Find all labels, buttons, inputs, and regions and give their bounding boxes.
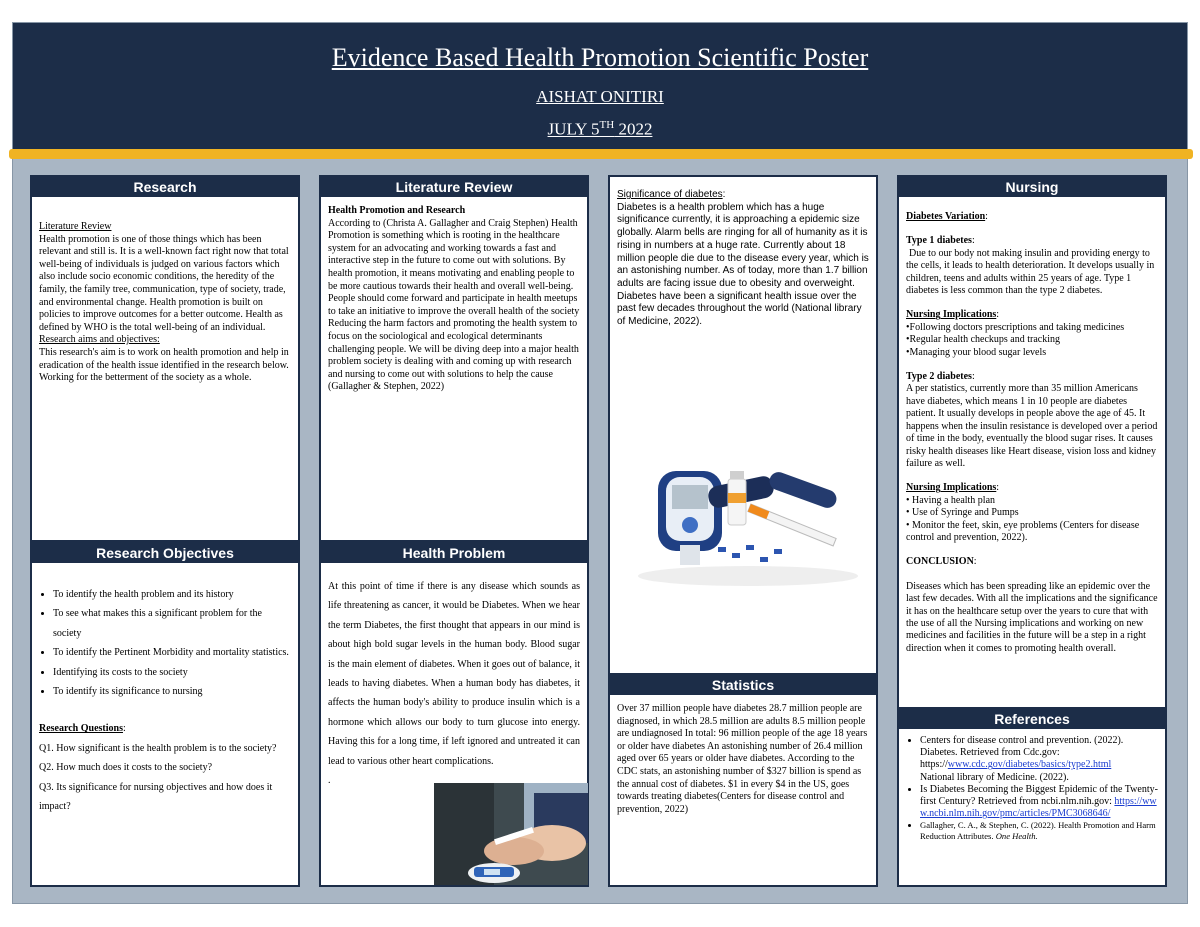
questions-label: Research Questions	[39, 723, 123, 735]
literature-subheading: Health Promotion and Research	[328, 205, 466, 216]
question-item: Q1. How significant is the health problem is to the society?	[39, 742, 277, 754]
research-panel	[30, 175, 300, 542]
poster	[12, 22, 1188, 904]
nursing-panel	[897, 175, 1167, 709]
type1-heading: Type 1 diabetes:	[906, 235, 975, 247]
objectives-list	[39, 585, 291, 701]
significance-panel	[608, 175, 878, 675]
conclusion-heading: CONCLUSION:	[906, 556, 977, 568]
gold-divider	[9, 149, 1193, 159]
poster-header	[13, 23, 1187, 149]
ref2-text: Is Diabetes Becoming the Biggest Epidemic of the Twenty-first Century? Retrieved from ncbi.nlm.nih.gov:	[920, 783, 1158, 808]
health-problem-body	[321, 563, 587, 794]
ref3-text: Gallagher, C. A., & Stephen, C. (2022). Health Promotion and Harm Reduction Attributes.	[920, 820, 1156, 841]
impl1-heading: Nursing Implications:	[906, 309, 1000, 321]
aims-text: This research's aim is to work on health promotion and help in eradication of the health issue identified in the research below. Working for the betterment of the society as a whole.	[39, 346, 289, 384]
significance-label: Significance of diabetes	[617, 189, 723, 200]
objective-item: • To identify the health problem and its history	[53, 585, 291, 604]
reference-item	[920, 784, 1158, 821]
ref1-after: National library of Medicine. (2022).	[920, 771, 1069, 783]
poster-author: AISHAT ONITIRI	[536, 87, 664, 106]
objective-item: • To identify its significance to nursing	[53, 682, 291, 701]
question-item: Q3. Its significance for nursing objectives and how does it impact?	[39, 781, 273, 813]
type2-label: Type 2 diabetes	[906, 371, 972, 383]
lit-review-label: Literature Review	[39, 221, 112, 232]
poster-title: Evidence Based Health Promotion Scientific Poster	[331, 43, 869, 72]
ref1-link[interactable]: www.cdc.gov/diabetes/basics/type2.html	[947, 759, 1112, 771]
statistics-heading: Statistics	[610, 675, 876, 695]
references-heading: References	[899, 709, 1165, 729]
significance-body	[610, 177, 876, 333]
literature-text: According to (Christa A. Gallagher and Craig Stephen) Health Promotion is something which is rooting in the healthcare system for an advocating and working towards a fast and interactive step in the future to come out with solutions. By health promotion, it means motivating and enabling people to be more cautious towards their health and overall well-being. People should come forward and participate in health meetups to take an initiative to improve the overall health of the society Reducing the harm factors and promoting the health system to focus on the sociological and ecological determinants challenging people. We will be diving deep into a major health problem society is dealing with and coming up with research and nursing to come out with solutions to help the cause (Gallagher & Stephen, 2022)	[328, 217, 580, 393]
poster-date	[13, 119, 1187, 140]
research-heading: Research	[32, 177, 298, 197]
objective-item: • To identify the Pertinent Morbidity and mortality statistics.	[53, 643, 291, 662]
impl1-item: •Following doctors prescriptions and taking medicines	[906, 321, 1125, 333]
impl2-item: • Having a health plan	[906, 494, 996, 506]
statistics-panel	[608, 673, 878, 887]
health-problem-dot: .	[328, 775, 331, 787]
type2-text: A per statistics, currently more than 35 million Americans have diabetes, which means 1 in 10 people are diabetes patient. It usually develops in people above the age of 45. It happens when the insulin resistance is developed over a period of time in the body, eventually the blood sugar rises. It causes risky health diseases like Heart disease, vision loss and kidney failure as well.	[906, 383, 1158, 469]
literature-body	[321, 197, 587, 398]
variation-label: Diabetes Variation	[906, 211, 986, 222]
objectives-body	[32, 563, 298, 820]
impl1-item: •Regular health checkups and tracking	[906, 334, 1060, 346]
date-year: 2022	[614, 119, 653, 139]
lit-review-text: Health promotion is one of those things which has been relevant and still is. It is a well-known fact right now that total well-being of individuals is judged on various factors which also include socio economic conditions, the heredity of the family, the family tree, communication, type of society, trade, and environmental change. Health promotion is built on policies to improve outcomes for a better outcome. Health as defined by WHO is the total well-being of an individual.	[39, 233, 289, 333]
references-panel	[897, 707, 1167, 887]
objective-item: • Identifying its costs to the society	[53, 663, 291, 682]
impl2-item: • Use of Syringe and Pumps	[906, 507, 1019, 519]
type1-label: Type 1 diabetes	[906, 235, 972, 247]
health-problem-heading: Health Problem	[321, 543, 587, 563]
objectives-panel	[30, 541, 300, 887]
reference-item	[920, 735, 1158, 784]
impl1-item: •Managing your blood sugar levels	[906, 346, 1047, 358]
conclusion-text: Diseases which has been spreading like an epidemic over the last few decades. With all the implications and the significance it has on the healthcare setup over the years to cure that with the use of all the Nursing implications and working on new medicines and facilities in the future will be a step in a right direction when it comes to promoting health overall.	[906, 580, 1158, 654]
date-sup: TH	[599, 119, 615, 131]
statistics-body	[610, 695, 876, 820]
health-problem-text: At this point of time if there is any disease which sounds as life threatening as cancer, it would be Diabetes. When we hear the term Diabetes, the first thought that appears in our mind is about high bold sugar levels in the human body. Blood sugar is the main element of diabetes. When it goes out of balance, it leads to having diabetes. When a human body has diabetes, it affects the human body's ability to produce insulin which is a hormone which allows our body to turn glucose into energy. Having this for a long time, if left ignored and untreated it can lead to various other heart complications.	[328, 581, 580, 767]
references-list	[906, 735, 1158, 841]
ref3-italic: One Health.	[995, 830, 1038, 841]
impl2-label: Nursing Implications	[906, 482, 997, 494]
objective-item: • To see what makes this a significant problem for the society	[53, 604, 291, 643]
literature-panel	[319, 175, 589, 542]
health-problem-panel	[319, 541, 589, 887]
conclusion-label: CONCLUSION	[906, 556, 974, 568]
significance-heading	[617, 189, 869, 202]
type2-heading: Type 2 diabetes:	[906, 371, 975, 383]
references-body	[899, 729, 1165, 845]
reference-item	[920, 820, 1158, 841]
research-body	[32, 197, 298, 389]
date-main: JULY 5	[547, 119, 600, 139]
questions-heading: Research Questions:	[39, 723, 126, 735]
type1-text: Due to our body not making insulin and providing energy to the cells, it leads to health deterioration. It develops usually in children, teens and adults within 25 years of age. Type 1 diabetes is less common than the type 2 diabetes.	[906, 247, 1155, 297]
nursing-body	[899, 197, 1165, 659]
statistics-text: Over 37 million people have diabetes 28.7 million people are diagnosed, in which 28.5 million are adults 8.5 million people are undiagnosed In total: 96 million people of the age 18 years or older have diabetes An astonishing number of 26.4 million aged over 65 years or older have diabetes. According to the CDC stats, an astonishing number of $327 billion is spend as the annual cost of diabetes. $1 in every $4 in the US, goes towards treating diabetes(Centers for disease control and prevention, 2022)	[617, 703, 868, 815]
impl2-heading: Nursing Implications:	[906, 482, 1000, 494]
variation-heading: Diabetes Variation:	[906, 211, 988, 222]
blood-test-photo	[434, 783, 588, 885]
significance-colon: :	[722, 189, 726, 200]
diabetes-kit-photo	[628, 441, 858, 593]
objectives-heading: Research Objectives	[32, 543, 298, 563]
nursing-heading: Nursing	[899, 177, 1165, 197]
ref1-text: Centers for disease control and prevention. (2022). Diabetes. Retrieved from Cdc.gov: https://	[920, 735, 1124, 771]
impl1-label: Nursing Implications	[906, 309, 997, 321]
significance-text: Diabetes is a health problem which has a huge significance currently, it is approaching a epidemic size globally. Alarm bells are ringing for all of humanity as it is rising in numbers at a huge rate. Currently about 18 million people die due to the disease every year, which is an astonishing number. As of today, more than 1.7 billion adults are facing issue due to obesity and overweight. Diabetes have been a significant health issue over the past few decades throughout the world (National library of Medicine, 2022).	[617, 201, 869, 328]
ref2-link[interactable]: https://www.ncbi.nlm.nih.gov/pmc/articles/PMC3068646/	[920, 796, 1157, 820]
aims-label: Research aims and objectives:	[39, 334, 160, 346]
literature-heading: Literature Review	[321, 177, 587, 197]
impl2-item: • Monitor the feet, skin, eye problems (Centers for disease control and prevention, 2022).	[906, 519, 1140, 543]
question-item: Q2. How much does it costs to the society?	[39, 762, 213, 774]
